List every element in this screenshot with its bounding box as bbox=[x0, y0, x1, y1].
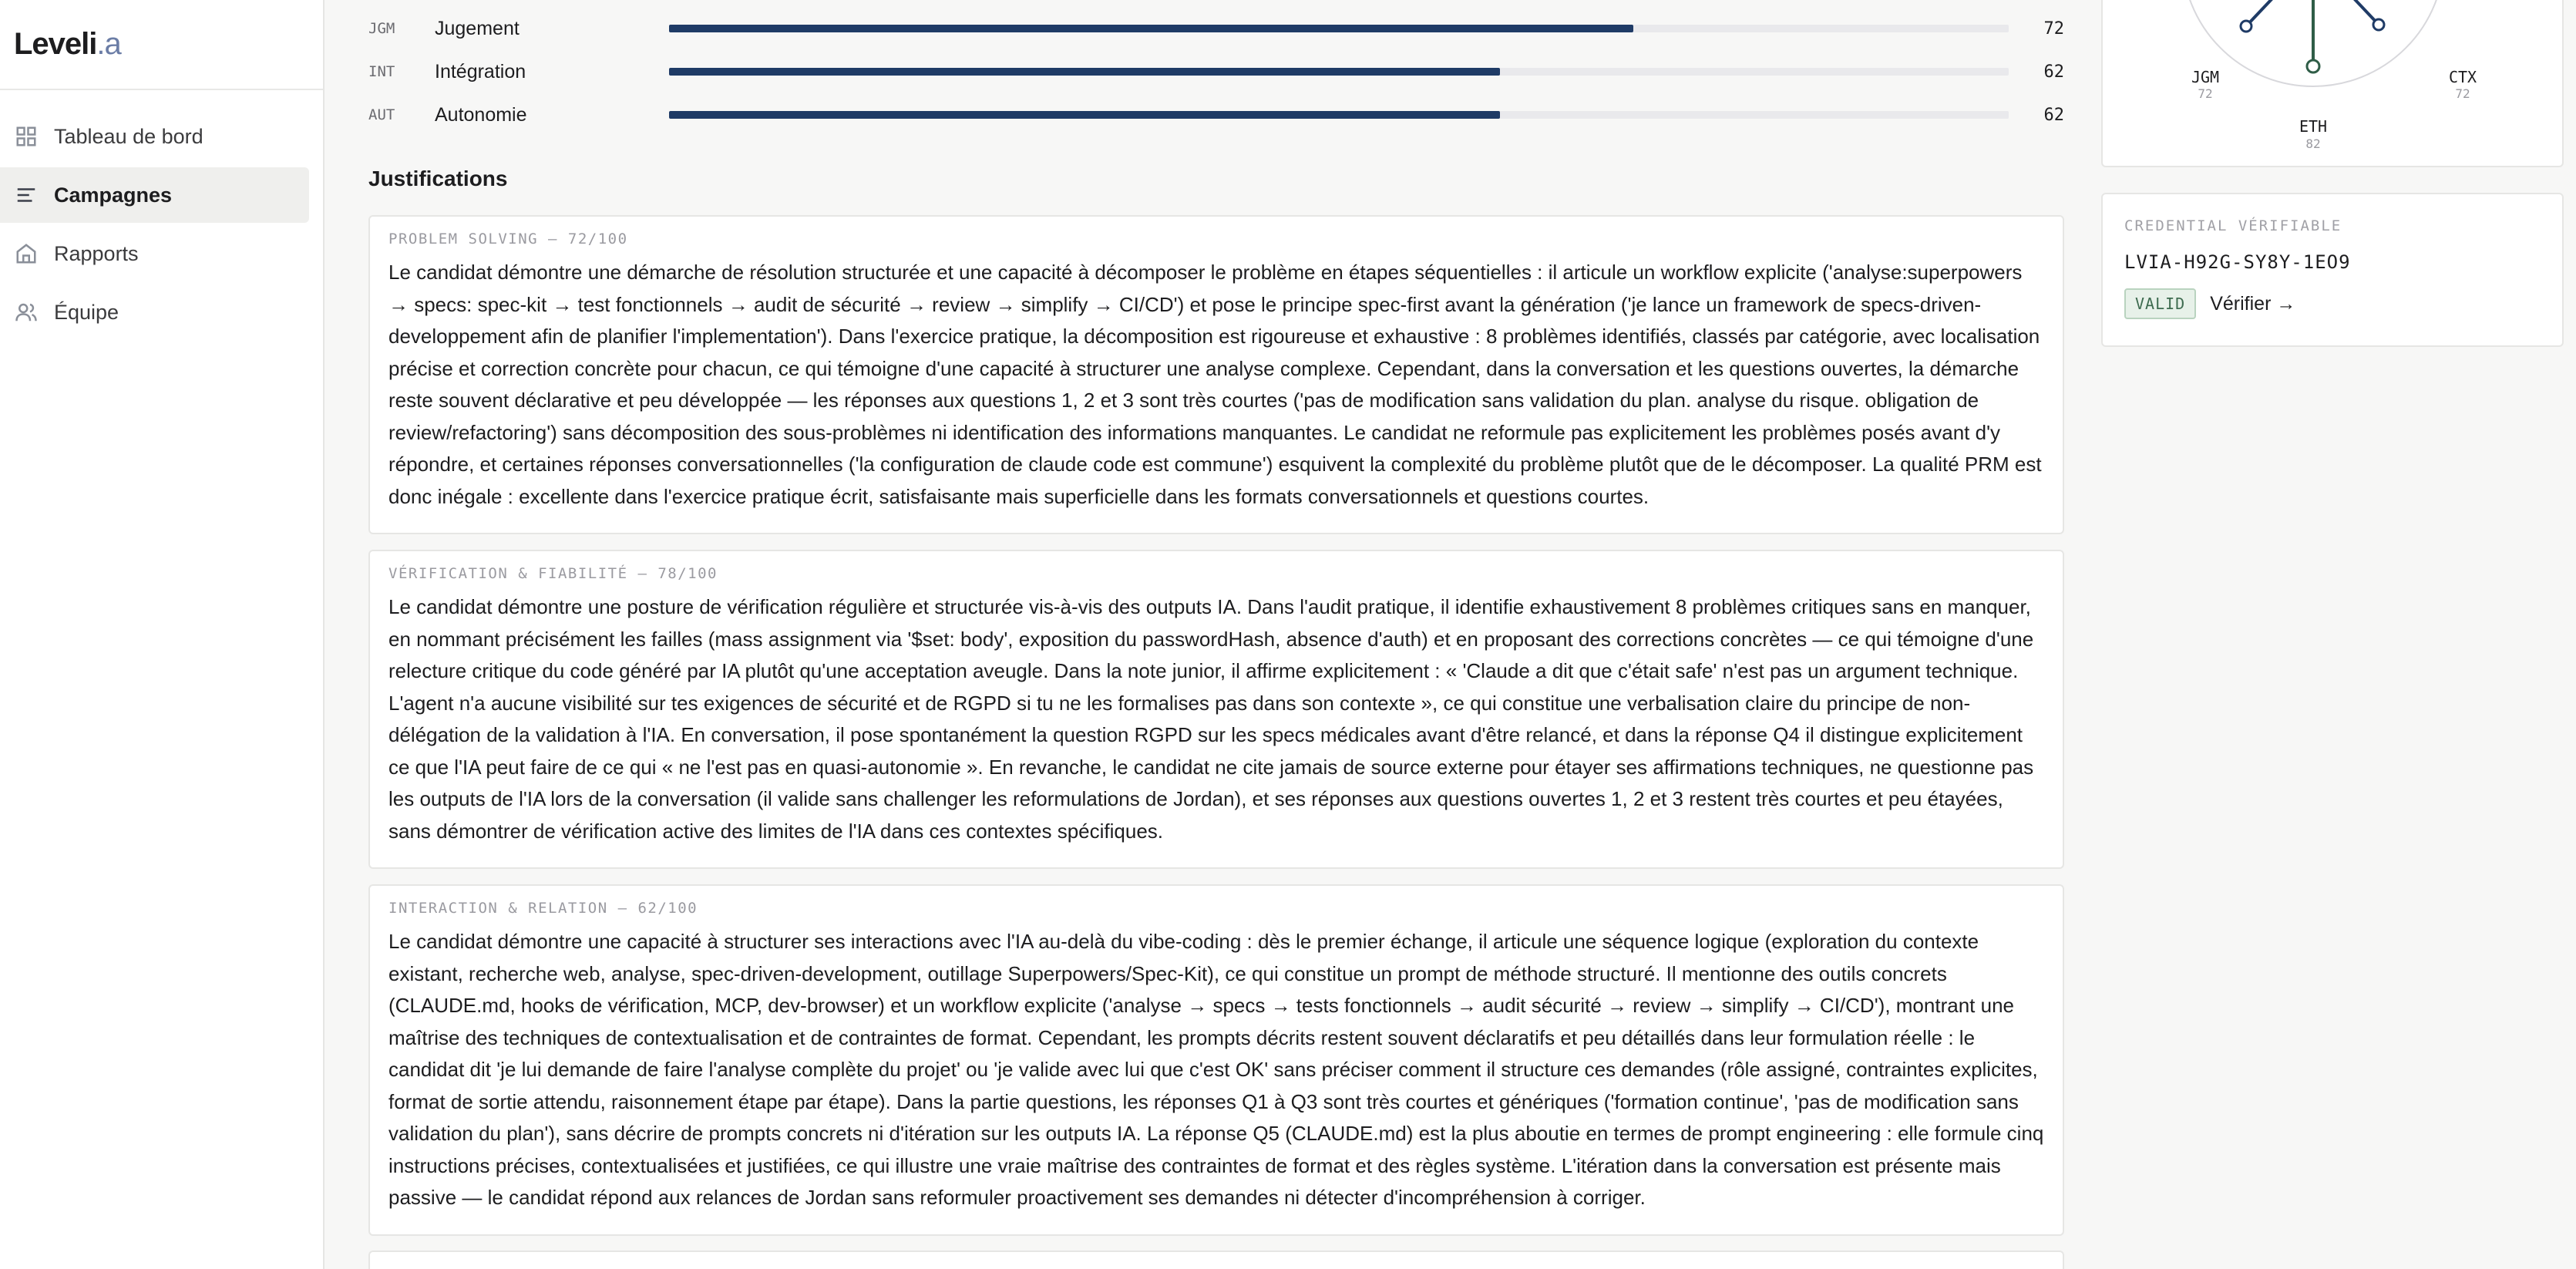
justification-card bbox=[368, 884, 2064, 1236]
score-label: Intégration bbox=[435, 60, 526, 82]
sidebar-item-rapports[interactable] bbox=[0, 226, 309, 281]
verify-link[interactable]: Vérifier → bbox=[2210, 292, 2296, 315]
score-row bbox=[368, 9, 2064, 48]
list-icon bbox=[14, 183, 39, 207]
score-label: Autonomie bbox=[435, 103, 527, 126]
radar-line bbox=[2313, 0, 2379, 25]
score-bar-fill bbox=[669, 68, 1500, 76]
sidebar-item-equipe[interactable] bbox=[0, 284, 309, 340]
home-icon bbox=[14, 241, 39, 266]
justification-card-next bbox=[368, 1250, 2064, 1269]
app-logo[interactable] bbox=[14, 27, 121, 62]
radar-point bbox=[2307, 60, 2319, 72]
score-value: 62 bbox=[2043, 105, 2064, 125]
justifications-title: Justifications bbox=[368, 167, 508, 190]
score-code: INT bbox=[368, 63, 395, 80]
score-bar bbox=[669, 111, 2009, 119]
logo-main: Leveli bbox=[14, 27, 97, 61]
score-row bbox=[368, 96, 2064, 134]
score-bar bbox=[669, 25, 2009, 32]
card-text: Le candidat démontre une capacité à structurer ses interactions avec l'IA au-delà du vibe-coding : dès le premier échange, il articule une séquence logique (exploration du contexte existant, recherche web, analyse, spec-driven-development, outillage Superpowers/Spec-Kit), ce qui constitue un prompt de méthode structuré. Il mentionne des outils concrets (CLAUDE.md, hooks de vérification, MCP, dev-browser) et un workflow explicite ('analyse → specs → tests fonctionnels → audit sécurité → review → simplify → CI/CD'), montrant une maîtrise des techniques de contextualisation et de contraintes de format. Cependant, les prompts décrits restent souvent déclaratifs et peu détaillés dans leur formulation réelle : le candidat dit 'je lui demande de faire l'analyse complète du projet' ou 'je valide avec lui que c'est OK' sans préciser comment il structure ces demandes (rôle assigné, contraintes explicites, format de sortie attendu, raisonnement étape par étape). Dans la partie questions, les réponses Q1 à Q3 sont très courtes et génériques ('formation continue', 'pas de modification sans validation du plan'), sans décrire de prompts concrets ni d'itération sur les outputs IA. La réponse Q5 (CLAUDE.md) est la plus aboutie en termes de prompt engineering : elle formule cinq instructions précises, contextualisées et justifiées, ce qui illustre une vraie maîtrise des contraintes de format et des règles système. L'itération dans la conversation est présente mais passive — le candidat répond aux relances de Jordan sans reformuler proactivement ses demandes ni détecter d'incompréhension à corriger. bbox=[388, 930, 2044, 1209]
grid-icon bbox=[14, 124, 39, 149]
score-value: 62 bbox=[2043, 62, 2064, 82]
card-text: Le candidat démontre une posture de vérification régulière et structurée vis-à-vis des outputs IA. Dans l'audit pratique, il identifie exhaustivement 8 problèmes critiques sans en manquer, en nommant précisément les failles (mass assignment via '$set: body', exposition du passwordHash, absence d'auth) et en proposant des corrections concrètes — ce qui témoigne d'une relecture critique du code généré par IA plutôt qu'une acceptation aveugle. Dans la note junior, il affirme explicitement : « 'Claude a dit que c'était safe' n'est pas un argument technique. L'agent n'a aucune visibilité sur tes exigences de sécurité et de RGPD si tu ne les formalises pas dans son contexte », ce qui constitue une verbalisation claire du principe de non-délégation de la validation à l'IA. En conversation, il pose spontanément la question RGPD sur les specs médicales avant d'être relancé, et dans la réponse Q4 il distingue explicitement ce que l'IA peut faire de ce qui « ne l'est pas en quasi-autonomie ». En revanche, le candidat ne cite jamais de source externe pour étayer ses affirmations techniques, ne questionne pas les outputs de l'IA lors de la conversation (il valide sans challenger les reformulations de Jordan), et ses réponses aux questions ouvertes 1, 2 et 3 restent très courtes et peu étayées, sans démontrer de vérification active des limites de l'IA dans ces contextes spécifiques. bbox=[388, 595, 2034, 843]
users-icon bbox=[14, 300, 39, 325]
radar-axis-label: CTX bbox=[2448, 68, 2477, 86]
sidebar-item-label: Équipe bbox=[54, 300, 119, 324]
credential-title: CREDENTIAL VÉRIFIABLE bbox=[2124, 217, 2342, 234]
score-code: JGM bbox=[368, 20, 395, 37]
radar-axis-value: 82 bbox=[2305, 136, 2321, 151]
sidebar-nav bbox=[0, 90, 323, 340]
justification-card bbox=[368, 215, 2064, 534]
card-heading: VÉRIFICATION & FIABILITÉ — 78/100 bbox=[388, 565, 718, 582]
radar-axis-value: 72 bbox=[2198, 86, 2213, 101]
credential-card bbox=[2101, 193, 2564, 347]
radar-axis-label: JGM bbox=[2191, 68, 2220, 86]
score-value: 72 bbox=[2043, 19, 2064, 39]
card-text: Le candidat démontre une démarche de résolution structurée et une capacité à décomposer le problème en étapes séquentielles : il articule un workflow explicite ('analyse:superpowers → specs: spec-kit → test fonctionnels → audit de sécurité → review → simplify → CI/CD') et pose le principe spec-first avant la génération ('je lance un framework de specs-driven-developpement afin de planifier l'implementation'). Dans l'exercice pratique, la décomposition est rigoureuse et exhaustive : 8 problèmes identifiés, classés par catégorie, avec localisation précise et correction concrète pour chacun, ce qui témoigne d'une capacité à structurer une analyse complexe. Cependant, dans la conversation et les questions ouvertes, la démarche reste souvent déclarative et peu développée — les réponses aux questions 1, 2 et 3 sont très courtes ('pas de modification sans validation du plan. analyse du risque. obligation de review/refactoring') sans décomposition des sous-problèmes ni identification des informations manquantes. Le candidat ne reformule pas explicitement les problèmes posés avant d'y répondre, et certaines réponses conversationnelles ('la configuration de claude code est commune') esquivent la complexité du problème plutôt que de le décomposer. La qualité PRM est donc inégale : excellente dans l'exercice pratique écrit, satisfaisante mais superficielle dans les formats conversationnels et questions courtes. bbox=[388, 261, 2042, 508]
radar-point bbox=[2373, 19, 2384, 30]
score-row bbox=[368, 52, 2064, 91]
credential-actions bbox=[2124, 288, 2541, 319]
radar-line bbox=[2246, 0, 2313, 26]
score-label: Jugement bbox=[435, 17, 520, 39]
sidebar-item-label: Tableau de bord bbox=[54, 124, 203, 148]
credential-id: LVIA-H92G-SY8Y-1EO9 bbox=[2124, 251, 2351, 273]
sidebar-item-campagnes[interactable] bbox=[0, 167, 309, 223]
card-heading: PROBLEM SOLVING — 72/100 bbox=[388, 231, 628, 247]
sidebar-item-label: Campagnes bbox=[54, 183, 173, 207]
card-heading: INTERACTION & RELATION — 62/100 bbox=[388, 900, 698, 917]
radar-chart-card bbox=[2101, 0, 2564, 167]
sidebar bbox=[0, 0, 325, 1269]
logo-accent: .a bbox=[96, 27, 121, 61]
status-badge: VALID bbox=[2124, 288, 2196, 319]
sidebar-item-label: Rapports bbox=[54, 241, 139, 265]
radar-axis-value: 72 bbox=[2455, 86, 2470, 101]
radar-axis-label: ETH bbox=[2299, 117, 2328, 136]
sidebar-item-tableau-de-bord[interactable] bbox=[0, 109, 309, 164]
score-bar-fill bbox=[669, 25, 1633, 32]
radar-point bbox=[2241, 21, 2251, 32]
score-bar bbox=[669, 68, 2009, 76]
logo-area bbox=[0, 0, 323, 90]
score-bar-fill bbox=[669, 111, 1500, 119]
score-code: AUT bbox=[368, 106, 395, 123]
justification-card bbox=[368, 550, 2064, 869]
